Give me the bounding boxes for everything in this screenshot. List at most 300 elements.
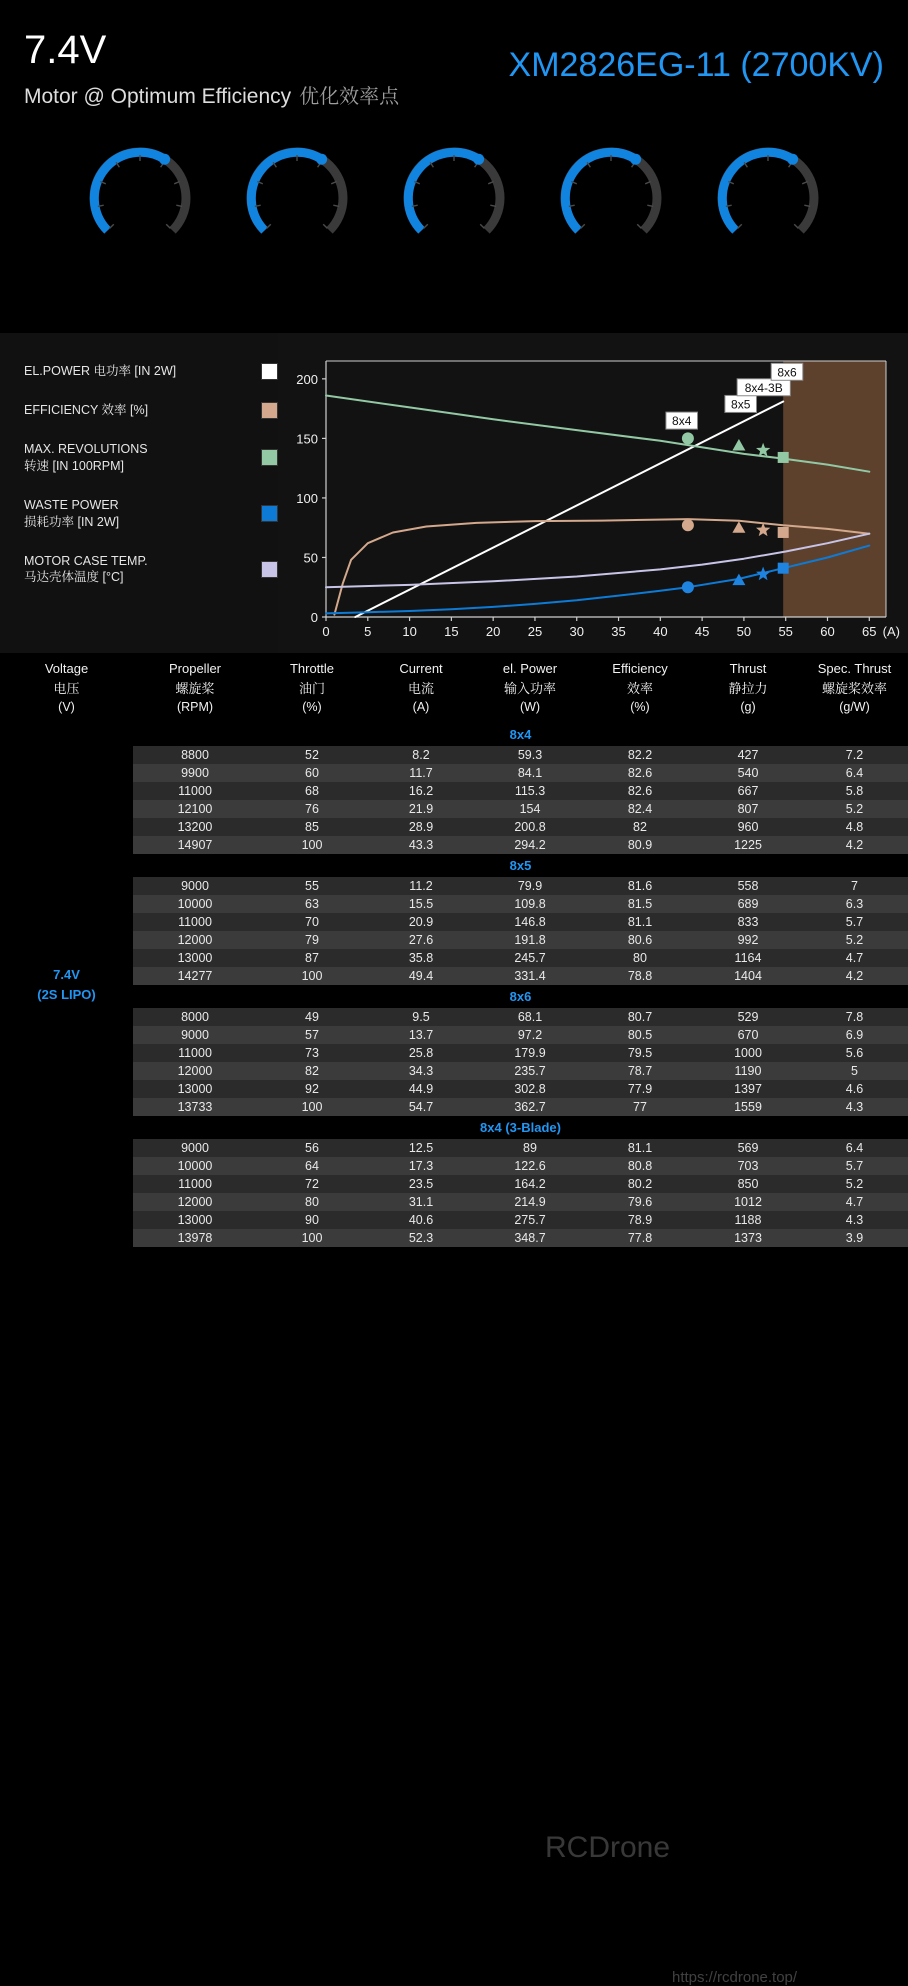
- table-cell: 15.5: [367, 895, 475, 913]
- gauge-electric-power: [376, 142, 533, 333]
- voltage-cell-line1: 7.4V: [53, 967, 80, 983]
- table-cell: 82.4: [585, 800, 695, 818]
- column-header: [585, 653, 695, 723]
- table-row: [0, 1139, 908, 1157]
- table-cell: 569: [695, 1139, 801, 1157]
- column-header-en: Efficiency: [612, 661, 668, 676]
- table-row: [0, 1193, 908, 1211]
- table-cell: 200.8: [475, 818, 585, 836]
- table-cell: 11000: [133, 913, 257, 931]
- table-cell: 13000: [133, 1080, 257, 1098]
- table-cell: 6.3: [801, 895, 908, 913]
- table-row: [0, 1080, 908, 1098]
- table-cell: 77.8: [585, 1229, 695, 1247]
- voltage-cell: [0, 723, 133, 1247]
- table-cell: 850: [695, 1175, 801, 1193]
- table-cell: 12100: [133, 800, 257, 818]
- legend-swatch: [261, 363, 278, 380]
- column-header-unit: (%): [630, 700, 650, 714]
- table-cell: 87: [257, 949, 367, 967]
- column-header-en: Spec. Thrust: [817, 661, 892, 676]
- table-cell: 49.4: [367, 967, 475, 985]
- top-bar: [0, 0, 908, 8]
- table-cell: 14907: [133, 836, 257, 854]
- table-cell: 245.7: [475, 949, 585, 967]
- chart-plot: [278, 333, 908, 653]
- table-cell: 427: [695, 746, 801, 764]
- gauge-dial: [84, 142, 196, 254]
- table-cell: 1164: [695, 949, 801, 967]
- table-cell: 79.6: [585, 1193, 695, 1211]
- table-cell: 689: [695, 895, 801, 913]
- propeller-group-row: [0, 985, 908, 1008]
- table-cell: 13200: [133, 818, 257, 836]
- legend-swatch: [261, 402, 278, 419]
- column-header: [801, 653, 908, 723]
- performance-chart-svg: [278, 333, 908, 653]
- svg-text:200: 200: [296, 371, 318, 387]
- table-cell: 82.2: [585, 746, 695, 764]
- table-cell: 5.7: [801, 913, 908, 931]
- table-row: [0, 967, 908, 985]
- table-cell: 13978: [133, 1229, 257, 1247]
- table-cell: 13733: [133, 1098, 257, 1116]
- table-row: [0, 1098, 908, 1116]
- table-cell: 100: [257, 836, 367, 854]
- table-cell: 85: [257, 818, 367, 836]
- table-body: [0, 723, 908, 1247]
- column-header-unit: (A): [412, 700, 430, 714]
- table-cell: 8800: [133, 746, 257, 764]
- table-row: [0, 1157, 908, 1175]
- table-cell: 1190: [695, 1062, 801, 1080]
- table-cell: 80.5: [585, 1026, 695, 1044]
- legend-item: [24, 363, 278, 380]
- table-cell: 1188: [695, 1211, 801, 1229]
- legend-swatch: [261, 505, 278, 522]
- table-cell: 63: [257, 895, 367, 913]
- table-cell: 10000: [133, 895, 257, 913]
- column-header: [475, 653, 585, 723]
- table-cell: 331.4: [475, 967, 585, 985]
- svg-text:0: 0: [322, 624, 330, 639]
- table-cell: 558: [695, 877, 801, 895]
- svg-text:0: 0: [310, 610, 318, 625]
- table-cell: 100: [257, 967, 367, 985]
- legend-label: MAX. REVOLUTIONS 转速 [IN 100RPM]: [24, 442, 148, 473]
- table-cell: 79.5: [585, 1044, 695, 1062]
- svg-text:(A): (A): [882, 624, 900, 639]
- propeller-group-row: [0, 723, 908, 746]
- table-cell: 115.3: [475, 782, 585, 800]
- chart-block: [0, 333, 908, 653]
- table-cell: 109.8: [475, 895, 585, 913]
- svg-text:10: 10: [402, 624, 417, 639]
- svg-text:45: 45: [694, 624, 710, 639]
- table-cell: 11000: [133, 782, 257, 800]
- motor-model-title: XM2826EG-11 (2700KV): [508, 46, 884, 84]
- table-cell: 78.7: [585, 1062, 695, 1080]
- svg-text:50: 50: [736, 624, 752, 639]
- table-cell: 43.3: [367, 836, 475, 854]
- table-row: [0, 1008, 908, 1026]
- table-cell: 294.2: [475, 836, 585, 854]
- table-row: [0, 895, 908, 913]
- table-cell: 100: [257, 1229, 367, 1247]
- table-cell: 76: [257, 800, 367, 818]
- table-row: [0, 746, 908, 764]
- column-header-cn: 静拉力: [728, 680, 768, 696]
- table-cell: 6.4: [801, 764, 908, 782]
- gauge-readout: [398, 168, 510, 169]
- column-header-en: Thrust: [729, 661, 767, 676]
- svg-text:35: 35: [611, 624, 626, 639]
- table-cell: 79: [257, 931, 367, 949]
- table-cell: 31.1: [367, 1193, 475, 1211]
- table-cell: 302.8: [475, 1080, 585, 1098]
- table-cell: 80.6: [585, 931, 695, 949]
- table-cell: 5: [801, 1062, 908, 1080]
- table-cell: 34.3: [367, 1062, 475, 1080]
- legend-label: MOTOR CASE TEMP. 马达壳体温度 [°C]: [24, 553, 148, 585]
- table-cell: 992: [695, 931, 801, 949]
- gauge-readout: [555, 168, 667, 169]
- table-cell: 5.7: [801, 1157, 908, 1175]
- gauge-row: [0, 138, 908, 333]
- gauge-mech-power: [533, 142, 690, 333]
- table-cell: 807: [695, 800, 801, 818]
- column-header-en: Current: [399, 661, 443, 676]
- header-voltage: 7.4V: [24, 28, 107, 72]
- table-cell: 21.9: [367, 800, 475, 818]
- table-cell: 72: [257, 1175, 367, 1193]
- table-cell: 5.6: [801, 1044, 908, 1062]
- table-cell: 11000: [133, 1044, 257, 1062]
- table-cell: 55: [257, 877, 367, 895]
- table-cell: 7.2: [801, 746, 908, 764]
- svg-text:20: 20: [485, 624, 501, 639]
- svg-text:8x4-3B: 8x4-3B: [744, 380, 783, 395]
- performance-table: [0, 653, 908, 1247]
- table-cell: 4.7: [801, 1193, 908, 1211]
- table-cell: 9000: [133, 1139, 257, 1157]
- table-cell: 348.7: [475, 1229, 585, 1247]
- table-cell: 3.9: [801, 1229, 908, 1247]
- table-cell: 179.9: [475, 1044, 585, 1062]
- table-cell: 4.7: [801, 949, 908, 967]
- svg-text:65: 65: [862, 624, 877, 639]
- table-cell: 703: [695, 1157, 801, 1175]
- table-cell: 60: [257, 764, 367, 782]
- table-cell: 23.5: [367, 1175, 475, 1193]
- table-cell: 70: [257, 913, 367, 931]
- table-cell: 154: [475, 800, 585, 818]
- column-header-en: el. Power: [502, 661, 558, 676]
- gauge-readout: [241, 168, 353, 169]
- table-cell: 12000: [133, 931, 257, 949]
- table-cell: 90: [257, 1211, 367, 1229]
- chart-legend: [0, 333, 278, 653]
- table-cell: 17.3: [367, 1157, 475, 1175]
- table-row: [0, 877, 908, 895]
- legend-label: EL.POWER 电功率 [IN 2W]: [24, 364, 177, 379]
- legend-swatch: [261, 449, 278, 466]
- table-cell: 235.7: [475, 1062, 585, 1080]
- table-cell: 122.6: [475, 1157, 585, 1175]
- table-cell: 4.2: [801, 967, 908, 985]
- table-cell: 1397: [695, 1080, 801, 1098]
- legend-label: EFFICIENCY 效率 [%]: [24, 403, 149, 418]
- column-header-unit: (g): [740, 700, 756, 714]
- gauge-dial: [712, 142, 824, 254]
- table-cell: 833: [695, 913, 801, 931]
- voltage-cell-line2: (2S LIPO): [37, 986, 96, 1002]
- column-header-unit: (g/W): [839, 700, 870, 714]
- table-row: [0, 1175, 908, 1193]
- table-cell: 5.2: [801, 931, 908, 949]
- table-cell: 52: [257, 746, 367, 764]
- table-cell: 80.9: [585, 836, 695, 854]
- table-cell: 8.2: [367, 746, 475, 764]
- table-cell: 540: [695, 764, 801, 782]
- table-cell: 81.1: [585, 1139, 695, 1157]
- svg-text:15: 15: [444, 624, 459, 639]
- table-cell: 56: [257, 1139, 367, 1157]
- gauge-revolutions: [219, 142, 376, 333]
- table-cell: 59.3: [475, 746, 585, 764]
- header: [0, 8, 908, 138]
- table-cell: 1225: [695, 836, 801, 854]
- table-cell: 89: [475, 1139, 585, 1157]
- table-cell: 82: [585, 818, 695, 836]
- table-cell: 49: [257, 1008, 367, 1026]
- table-cell: 81.5: [585, 895, 695, 913]
- table-cell: 5.2: [801, 1175, 908, 1193]
- table-cell: 10000: [133, 1157, 257, 1175]
- table-cell: 4.2: [801, 836, 908, 854]
- column-header: [367, 653, 475, 723]
- svg-text:55: 55: [778, 624, 793, 639]
- table-cell: 54.7: [367, 1098, 475, 1116]
- column-header-cn: 输入功率: [503, 680, 556, 696]
- table-row: [0, 931, 908, 949]
- table-cell: 44.9: [367, 1080, 475, 1098]
- table-cell: 1012: [695, 1193, 801, 1211]
- table-cell: 667: [695, 782, 801, 800]
- table-cell: 77.9: [585, 1080, 695, 1098]
- table-cell: 670: [695, 1026, 801, 1044]
- table-cell: 84.1: [475, 764, 585, 782]
- table-cell: 4.3: [801, 1211, 908, 1229]
- table-cell: 80: [585, 949, 695, 967]
- svg-text:60: 60: [820, 624, 835, 639]
- column-header-unit: (W): [519, 700, 541, 714]
- table-cell: 25.8: [367, 1044, 475, 1062]
- watermark-url: https://rcdrone.top/: [672, 1969, 798, 1986]
- legend-item: [24, 441, 278, 475]
- table-row: [0, 782, 908, 800]
- table-cell: 16.2: [367, 782, 475, 800]
- table-cell: 14277: [133, 967, 257, 985]
- table-row: [0, 1044, 908, 1062]
- table-cell: 78.9: [585, 1211, 695, 1229]
- table-cell: 7: [801, 877, 908, 895]
- table-cell: 20.9: [367, 913, 475, 931]
- table-cell: 82.6: [585, 782, 695, 800]
- table-cell: 12000: [133, 1193, 257, 1211]
- table-cell: 64: [257, 1157, 367, 1175]
- column-header-en: Propeller: [168, 661, 222, 676]
- propeller-group-label: 8x4: [133, 723, 908, 746]
- watermark-brand: RCDrone: [545, 1831, 671, 1864]
- column-header-cn: 电压: [53, 680, 80, 696]
- column-header-cn: 电流: [407, 680, 434, 696]
- table-row: [0, 1026, 908, 1044]
- table-cell: 80.8: [585, 1157, 695, 1175]
- table-row: [0, 1211, 908, 1229]
- table-row: [0, 836, 908, 854]
- table-cell: 78.8: [585, 967, 695, 985]
- table-cell: 35.8: [367, 949, 475, 967]
- column-header: [257, 653, 367, 723]
- column-header-cn: 效率: [626, 680, 653, 696]
- table-cell: 13.7: [367, 1026, 475, 1044]
- table-cell: 81.6: [585, 877, 695, 895]
- table-cell: 80.2: [585, 1175, 695, 1193]
- table-cell: 9.5: [367, 1008, 475, 1026]
- table-cell: 1404: [695, 967, 801, 985]
- table-cell: 5.8: [801, 782, 908, 800]
- table-cell: 27.6: [367, 931, 475, 949]
- table-cell: 77: [585, 1098, 695, 1116]
- table-cell: 214.9: [475, 1193, 585, 1211]
- legend-item: [24, 497, 278, 531]
- table-cell: 8000: [133, 1008, 257, 1026]
- table-cell: 68.1: [475, 1008, 585, 1026]
- table-row: [0, 949, 908, 967]
- svg-text:30: 30: [569, 624, 584, 639]
- table-row: [0, 913, 908, 931]
- svg-text:8x4: 8x4: [672, 414, 692, 429]
- gauge-efficiency: [690, 142, 847, 333]
- header-subtitle-cn: 优化效率点: [299, 86, 400, 108]
- table-cell: 275.7: [475, 1211, 585, 1229]
- table-cell: 68: [257, 782, 367, 800]
- table-cell: 73: [257, 1044, 367, 1062]
- gauge-dial: [555, 142, 667, 254]
- table-cell: 28.9: [367, 818, 475, 836]
- table-cell: 191.8: [475, 931, 585, 949]
- propeller-group-label: 8x4 (3-Blade): [133, 1116, 908, 1139]
- svg-text:8x6: 8x6: [777, 365, 797, 380]
- column-header-unit: (RPM): [176, 700, 214, 714]
- table-cell: 11000: [133, 1175, 257, 1193]
- table-cell: 7.8: [801, 1008, 908, 1026]
- table-cell: 80.7: [585, 1008, 695, 1026]
- legend-swatch: [261, 561, 278, 578]
- table-cell: 100: [257, 1098, 367, 1116]
- column-header: [0, 653, 133, 723]
- column-header-cn: 油门: [298, 680, 325, 696]
- table-row: [0, 800, 908, 818]
- table-cell: 146.8: [475, 913, 585, 931]
- table-cell: 12.5: [367, 1139, 475, 1157]
- column-header-en: Throttle: [289, 661, 335, 676]
- table-header-row: [0, 653, 908, 723]
- table-head: [0, 653, 908, 723]
- table-cell: 79.9: [475, 877, 585, 895]
- table-row: [0, 1062, 908, 1080]
- column-header-unit: (V): [58, 700, 75, 714]
- table-cell: 362.7: [475, 1098, 585, 1116]
- table-cell: 5.2: [801, 800, 908, 818]
- svg-text:8x5: 8x5: [731, 397, 751, 412]
- legend-label: WASTE POWER 损耗功率 [IN 2W]: [24, 497, 120, 529]
- table-cell: 82: [257, 1062, 367, 1080]
- svg-text:25: 25: [527, 624, 543, 639]
- svg-text:40: 40: [653, 624, 668, 639]
- table-cell: 40.6: [367, 1211, 475, 1229]
- table-cell: 1373: [695, 1229, 801, 1247]
- gauge-dial: [241, 142, 353, 254]
- table-cell: 6.4: [801, 1139, 908, 1157]
- table-cell: 11.7: [367, 764, 475, 782]
- gauge-current: [62, 142, 219, 333]
- propeller-group-row: [0, 854, 908, 877]
- gauge-dial: [398, 142, 510, 254]
- table-cell: 80: [257, 1193, 367, 1211]
- gauge-readout: [712, 168, 824, 169]
- table-cell: 57: [257, 1026, 367, 1044]
- table-cell: 9900: [133, 764, 257, 782]
- table-cell: 9000: [133, 1026, 257, 1044]
- column-header-unit: (%): [302, 700, 322, 714]
- propeller-group-row: [0, 1116, 908, 1139]
- column-header: [695, 653, 801, 723]
- svg-text:50: 50: [303, 550, 318, 566]
- legend-item: [24, 402, 278, 419]
- table-row: [0, 818, 908, 836]
- table-cell: 11.2: [367, 877, 475, 895]
- table-cell: 13000: [133, 949, 257, 967]
- table-cell: 4.8: [801, 818, 908, 836]
- table-cell: 164.2: [475, 1175, 585, 1193]
- column-header-en: Voltage: [44, 661, 89, 676]
- table-row: [0, 764, 908, 782]
- legend-item: [24, 553, 278, 587]
- table-cell: 52.3: [367, 1229, 475, 1247]
- table-cell: 92: [257, 1080, 367, 1098]
- table-cell: 960: [695, 818, 801, 836]
- table-cell: 97.2: [475, 1026, 585, 1044]
- table-cell: 1559: [695, 1098, 801, 1116]
- table-row: [0, 1229, 908, 1247]
- header-subtitle-en: Motor @ Optimum Efficiency: [24, 85, 292, 108]
- table-cell: 529: [695, 1008, 801, 1026]
- gauge-readout: [84, 168, 196, 169]
- column-header-cn: 螺旋桨效率: [821, 680, 887, 696]
- propeller-group-label: 8x6: [133, 985, 908, 1008]
- column-header-cn: 螺旋桨: [175, 680, 215, 696]
- propeller-group-label: 8x5: [133, 854, 908, 877]
- svg-text:100: 100: [296, 490, 318, 506]
- table-cell: 13000: [133, 1211, 257, 1229]
- svg-text:150: 150: [296, 431, 318, 447]
- table-cell: 9000: [133, 877, 257, 895]
- table-cell: 81.1: [585, 913, 695, 931]
- table-cell: 82.6: [585, 764, 695, 782]
- table-cell: 1000: [695, 1044, 801, 1062]
